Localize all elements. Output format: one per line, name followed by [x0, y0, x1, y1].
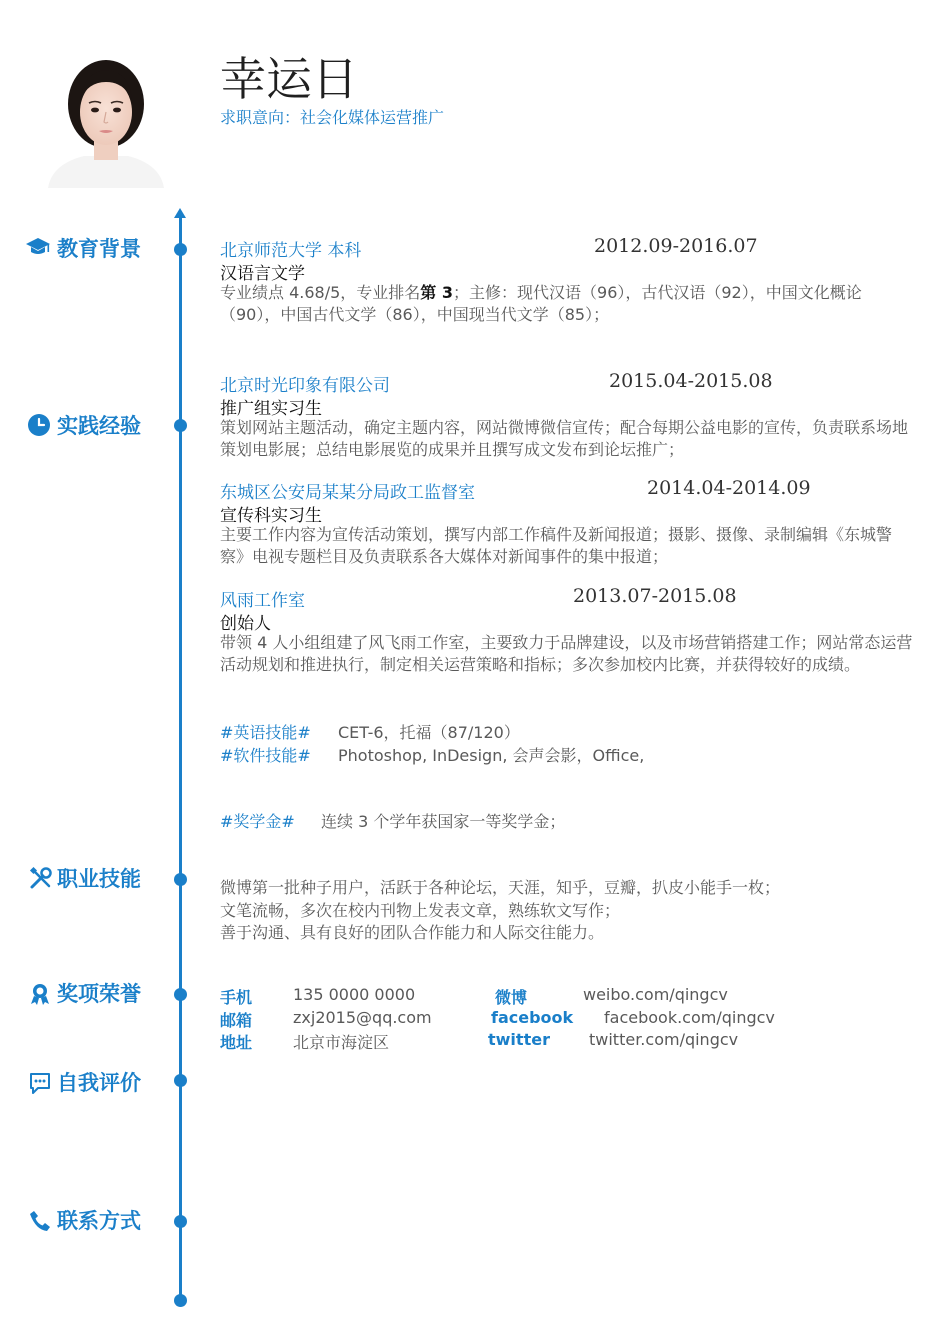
timeline-dot-self-eval [174, 1074, 187, 1087]
contact-twitter[interactable]: twitter.com/qingcv [589, 1030, 739, 1049]
award-value: 连续 3 个学年获国家一等奖学金； [321, 812, 566, 831]
self-eval-line: 善于沟通、具有良好的团队合作能力和人际交往能力。 [220, 923, 605, 942]
exp-role: 宣传科实习生 [220, 506, 322, 526]
exp-role: 创始人 [220, 614, 271, 634]
timeline-dot-contact [174, 1215, 187, 1228]
graduation-cap-icon [25, 235, 49, 259]
contact-email[interactable]: zxj2015@qq.com [293, 1008, 432, 1027]
section-title-contact: 联系方式 [57, 1209, 141, 1233]
exp-desc: 带领 4 人小组组建了风飞雨工作室，主要致力于品牌建设，以及市场营销搭建工作；网站常态运营活动规划和推进执行，制定相关运营策略和指标；多次参加校内比赛，并获得较好的成绩。 [220, 633, 913, 674]
exp-company: 东城区公安局某某分局政工监督室 [220, 483, 475, 503]
timeline-dot-practice [174, 419, 187, 432]
contact-phone: 135 0000 0000 [293, 985, 416, 1004]
exp-company: 北京时光印象有限公司 [220, 376, 390, 396]
timeline-dot-skills [174, 873, 187, 886]
edu-major: 汉语言文学 [220, 264, 305, 284]
exp-company: 风雨工作室 [220, 591, 305, 611]
contact-twitter-label: twitter [488, 1030, 550, 1049]
exp-desc: 主要工作内容为宣传活动策划，撰写内部工作稿件及新闻报道；摄影、摄像、录制编辑《东城警察》电视专题栏目及负责联系各大媒体对新闻事件的集中报道； [220, 525, 893, 566]
timeline-dot-education [174, 243, 187, 256]
contact-email-label: 邮箱 [220, 1011, 253, 1030]
edu-detail-after: ；主修：现代汉语（96），古代汉语（92），中国文化概论（90），中国古代文学（86），中国现当代文学（85）； [220, 283, 862, 324]
contact-address: 北京市海淀区 [293, 1033, 390, 1052]
skill-software-value: Photoshop, InDesign, 会声会影，Office, [338, 746, 645, 765]
edu-rank: 第 3 [420, 283, 454, 302]
exp-dates: 2013.07-2015.08 [573, 585, 737, 607]
edu-school: 北京师范大学 本科 [220, 241, 362, 261]
self-eval-line: 文笔流畅，多次在校内刊物上发表文章，熟练软文写作； [220, 901, 621, 920]
section-title-awards: 奖项荣誉 [57, 982, 141, 1006]
section-title-practice: 实践经验 [57, 414, 141, 438]
award-ribbon-icon [29, 982, 53, 1006]
exp-role: 推广组实习生 [220, 399, 322, 419]
contact-facebook-label: facebook [491, 1008, 574, 1027]
exp-dates: 2014.04-2014.09 [647, 477, 811, 499]
section-title-self-eval: 自我评价 [57, 1071, 141, 1095]
timeline-line [179, 214, 182, 1300]
profile-photo [44, 52, 168, 188]
job-objective: 求职意向：社会化媒体运营推广 [220, 108, 445, 127]
edu-dates: 2012.09-2016.07 [594, 235, 758, 257]
phone-icon [28, 1209, 52, 1233]
exp-desc: 策划网站主题活动，确定主题内容，网站微博微信宣传；配合每期公益电影的宣传，负责联系场地策划电影展；总结电影展览的成果并且撰写成文发布到论坛推广； [220, 418, 909, 459]
timeline-dot-end [174, 1294, 187, 1307]
timeline-arrow-icon [174, 208, 186, 218]
contact-weibo-label: 微博 [495, 988, 528, 1007]
skill-software-label: #软件技能# [220, 746, 311, 765]
exp-dates: 2015.04-2015.08 [609, 370, 773, 392]
edu-detail-before: 专业绩点 4.68/5，专业排名 [220, 283, 421, 302]
section-title-education: 教育背景 [57, 237, 141, 261]
edu-detail [220, 282, 920, 326]
skill-english-value: CET-6，托福（87/120） [338, 723, 520, 742]
contact-address-label: 地址 [220, 1033, 253, 1052]
tools-icon [29, 866, 53, 890]
award-label: #奖学金# [220, 812, 295, 831]
contact-weibo[interactable]: weibo.com/qingcv [583, 985, 728, 1004]
timeline-dot-awards [174, 988, 187, 1001]
section-title-skills: 职业技能 [57, 867, 141, 891]
clock-icon [27, 413, 51, 437]
candidate-name: 幸运日 [220, 52, 358, 106]
contact-phone-label: 手机 [220, 988, 253, 1007]
contact-facebook[interactable]: facebook.com/qingcv [604, 1008, 775, 1027]
skill-english-label: #英语技能# [220, 723, 311, 742]
chat-bubble-icon [28, 1071, 52, 1095]
self-eval-line: 微博第一批种子用户，活跃于各种论坛，天涯，知乎，豆瓣，扒皮小能手一枚； [220, 878, 781, 897]
